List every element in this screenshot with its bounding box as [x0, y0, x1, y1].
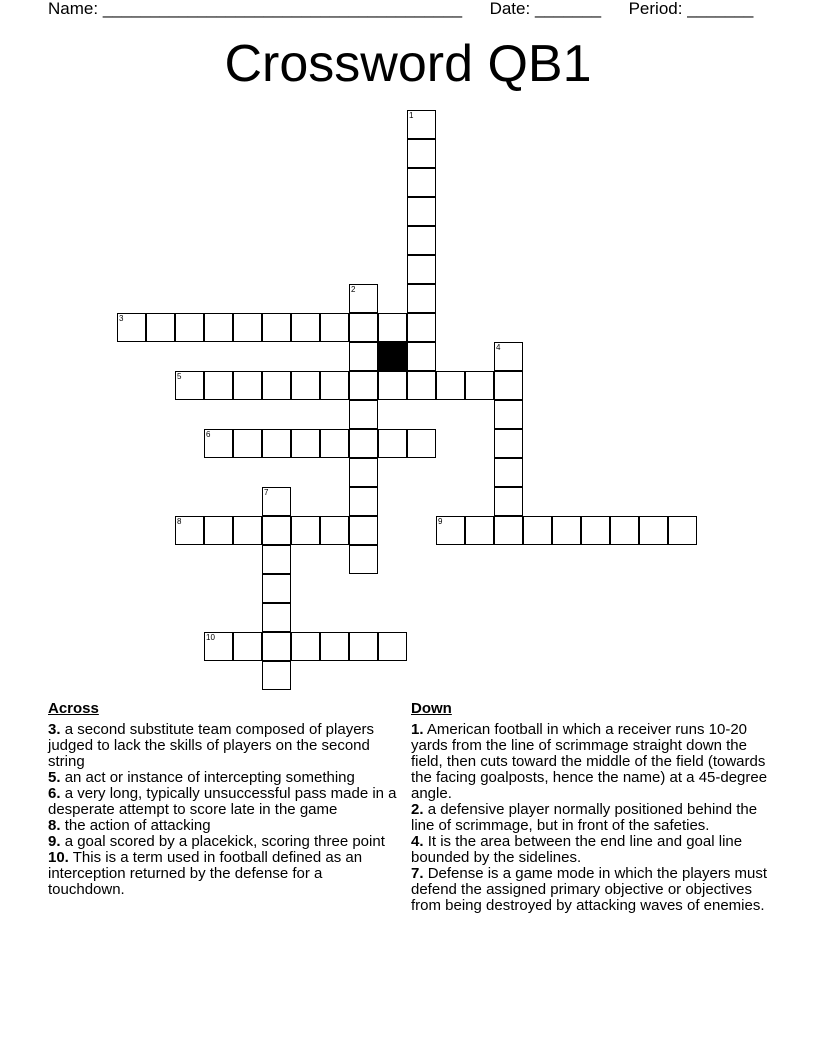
crossword-cell[interactable]: [175, 313, 204, 342]
crossword-cell[interactable]: [349, 342, 378, 371]
crossword-cell[interactable]: [175, 371, 204, 400]
crossword-cell[interactable]: [262, 603, 291, 632]
crossword-cell[interactable]: [262, 632, 291, 661]
crossword-cell[interactable]: [349, 458, 378, 487]
crossword-cell[interactable]: [291, 516, 320, 545]
blocked-cell: [378, 342, 407, 371]
crossword-cell[interactable]: [291, 632, 320, 661]
crossword-cell[interactable]: [407, 168, 436, 197]
crossword-cell[interactable]: [407, 313, 436, 342]
crossword-cell[interactable]: [175, 516, 204, 545]
date-field[interactable]: _______: [534, 0, 602, 18]
down-clue: [411, 834, 771, 866]
down-clue: [411, 802, 771, 834]
crossword-cell[interactable]: [349, 371, 378, 400]
crossword-cell[interactable]: [320, 516, 349, 545]
clue-number: 9.: [48, 833, 61, 850]
clue-text: Defense is a game mode in which the players must defend the assigned primary objective or objectives from being destroyed by attacking waves of enemies.: [411, 865, 768, 914]
clue-number-label: 9: [438, 517, 443, 526]
across-clue: [48, 770, 400, 786]
name-field[interactable]: ______________________________________: [102, 0, 463, 18]
clue-number-label: 2: [351, 285, 356, 294]
down-heading: Down: [411, 700, 452, 717]
crossword-cell[interactable]: [668, 516, 697, 545]
clue-number: 4.: [411, 833, 424, 850]
crossword-cell[interactable]: [349, 632, 378, 661]
crossword-cell[interactable]: [581, 516, 610, 545]
crossword-cell[interactable]: [494, 400, 523, 429]
crossword-cell[interactable]: [552, 516, 581, 545]
crossword-cell[interactable]: [262, 313, 291, 342]
clue-text: a defensive player normally positioned behind the line of scrimmage, but in front of the safeties.: [411, 801, 758, 834]
down-clue: [411, 866, 771, 914]
crossword-cell[interactable]: [465, 371, 494, 400]
crossword-cell[interactable]: [349, 487, 378, 516]
clue-number: 3.: [48, 721, 61, 738]
clue-text: This is a term used in football defined as an interception returned by the defense for a touchdown.: [48, 849, 363, 898]
across-clue: [48, 850, 400, 898]
crossword-cell[interactable]: [320, 632, 349, 661]
crossword-cell[interactable]: [291, 313, 320, 342]
crossword-cell[interactable]: [494, 429, 523, 458]
crossword-cell[interactable]: [407, 226, 436, 255]
crossword-cell[interactable]: [262, 429, 291, 458]
down-clue: [411, 722, 771, 802]
across-clues: [48, 700, 400, 898]
crossword-cell[interactable]: [407, 139, 436, 168]
clue-number: 2.: [411, 801, 424, 818]
crossword-cell[interactable]: [233, 313, 262, 342]
across-clue: [48, 722, 400, 770]
clue-number-label: 5: [177, 372, 182, 381]
crossword-cell[interactable]: [204, 313, 233, 342]
crossword-cell[interactable]: [523, 516, 552, 545]
page-title: Crossword QB1: [224, 35, 592, 93]
down-clues: [411, 700, 771, 914]
crossword-cell[interactable]: [349, 313, 378, 342]
clue-text: a second substitute team composed of players judged to lack the skills of players on the second string: [48, 721, 375, 770]
clue-text: American football in which a receiver runs 10-20 yards from the line of scrimmage straight down the field, then cuts toward the middle of the field (towards the facing goalposts, hence the name) at a 45-degree angle.: [411, 721, 768, 802]
crossword-cell[interactable]: [117, 313, 146, 342]
crossword-cell[interactable]: [407, 342, 436, 371]
crossword-cell[interactable]: [262, 661, 291, 690]
crossword-cell[interactable]: [349, 545, 378, 574]
date-label: Date:: [489, 0, 531, 18]
across-heading: Across: [48, 700, 99, 717]
crossword-cell[interactable]: [494, 516, 523, 545]
crossword-cell[interactable]: [262, 487, 291, 516]
clue-number-label: 4: [496, 343, 501, 352]
crossword-cell[interactable]: [320, 371, 349, 400]
clue-text: the action of attacking: [64, 817, 211, 834]
clue-number: 7.: [411, 865, 424, 882]
crossword-cell[interactable]: [233, 516, 262, 545]
crossword-cell[interactable]: [204, 429, 233, 458]
crossword-cell[interactable]: [378, 632, 407, 661]
crossword-cell[interactable]: [494, 487, 523, 516]
crossword-cell[interactable]: [320, 313, 349, 342]
clue-number-label: 3: [119, 314, 124, 323]
clue-number-label: 7: [264, 488, 269, 497]
crossword-cell[interactable]: [349, 400, 378, 429]
crossword-cell[interactable]: [494, 458, 523, 487]
across-clue: [48, 786, 400, 818]
crossword-cell[interactable]: [465, 516, 494, 545]
crossword-cell[interactable]: [378, 429, 407, 458]
crossword-cell[interactable]: [204, 632, 233, 661]
across-clue: [48, 818, 400, 834]
crossword-cell[interactable]: [320, 429, 349, 458]
crossword-cell[interactable]: [494, 342, 523, 371]
clue-number-label: 1: [409, 111, 414, 120]
crossword-cell[interactable]: [378, 371, 407, 400]
clue-number: 1.: [411, 721, 424, 738]
crossword-cell[interactable]: [262, 545, 291, 574]
crossword-cell[interactable]: [349, 429, 378, 458]
crossword-cell[interactable]: [407, 284, 436, 313]
clue-number: 10.: [48, 849, 69, 866]
clue-text: It is the area between the end line and goal line bounded by the sidelines.: [411, 833, 743, 866]
crossword-cell[interactable]: [436, 516, 465, 545]
crossword-cell[interactable]: [262, 516, 291, 545]
name-label: Name:: [48, 0, 99, 18]
clue-number-label: 6: [206, 430, 211, 439]
crossword-cell[interactable]: [436, 371, 465, 400]
crossword-cell[interactable]: [407, 255, 436, 284]
crossword-cell[interactable]: [204, 371, 233, 400]
clue-number-label: 10: [206, 633, 215, 642]
clue-number-label: 8: [177, 517, 182, 526]
clue-text: an act or instance of intercepting something: [64, 769, 355, 786]
crossword-cell[interactable]: [349, 284, 378, 313]
crossword-cell[interactable]: [349, 516, 378, 545]
crossword-cell[interactable]: [407, 371, 436, 400]
crossword-cell[interactable]: [639, 516, 668, 545]
crossword-cell[interactable]: [407, 197, 436, 226]
crossword-cell[interactable]: [407, 110, 436, 139]
crossword-cell[interactable]: [262, 371, 291, 400]
crossword-cell[interactable]: [291, 371, 320, 400]
crossword-cell[interactable]: [233, 632, 262, 661]
clue-text: a goal scored by a placekick, scoring three point: [64, 833, 385, 850]
clue-number: 5.: [48, 769, 61, 786]
crossword-cell[interactable]: [494, 371, 523, 400]
crossword-cell[interactable]: [204, 516, 233, 545]
crossword-cell[interactable]: [407, 429, 436, 458]
clue-number: 8.: [48, 817, 61, 834]
across-clue: [48, 834, 400, 850]
crossword-cell[interactable]: [233, 429, 262, 458]
crossword-cell[interactable]: [233, 371, 262, 400]
period-field[interactable]: _______: [687, 0, 754, 18]
crossword-cell[interactable]: [291, 429, 320, 458]
clue-text: a very long, typically unsuccessful pass made in a desperate attempt to score late in the game: [48, 785, 397, 818]
clue-number: 6.: [48, 785, 61, 802]
crossword-cell[interactable]: [146, 313, 175, 342]
period-label: Period:: [628, 0, 683, 18]
crossword-cell[interactable]: [262, 574, 291, 603]
crossword-cell[interactable]: [610, 516, 639, 545]
crossword-cell[interactable]: [378, 313, 407, 342]
